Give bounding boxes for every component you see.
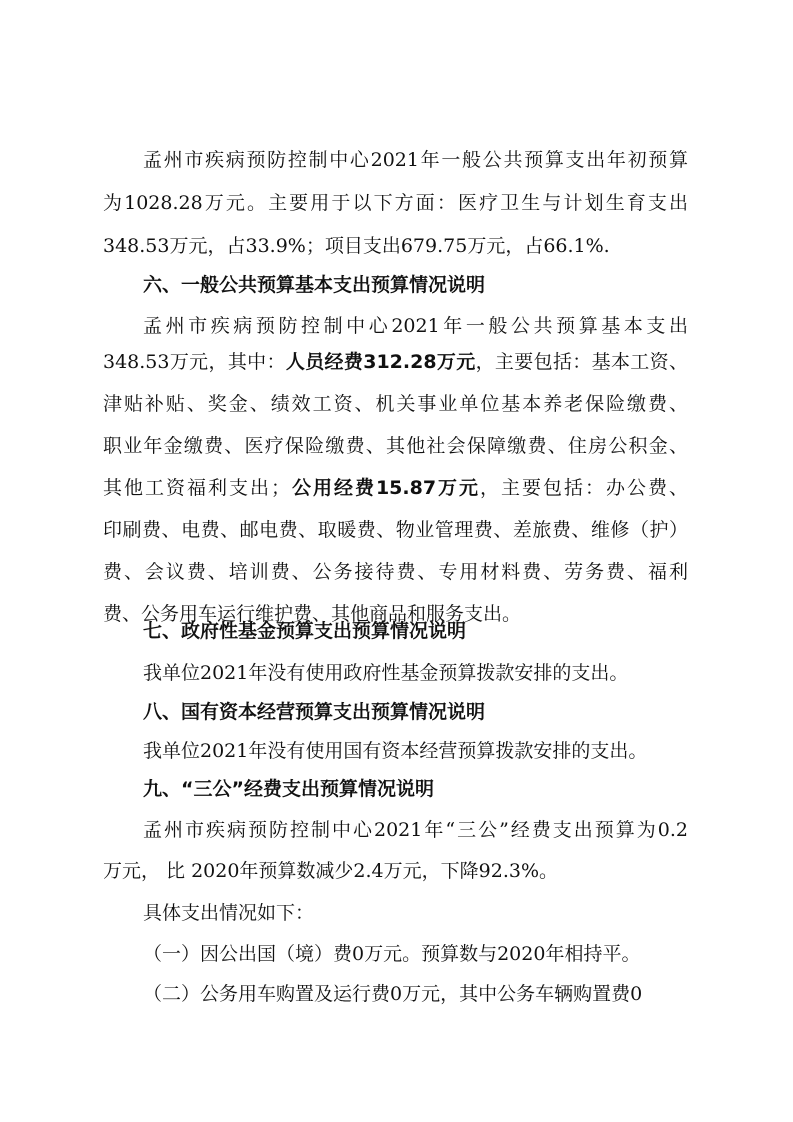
paragraph-three-public-line1: 孟州市疾病预防控制中心2021年“三公”经费支出预算为0.2 xyxy=(143,819,688,841)
section-heading-9: 九、“三公”经费支出预算情况说明 xyxy=(143,778,434,800)
personnel-cost-highlight: 人员经费312.28万元 xyxy=(285,351,476,373)
paragraph-three-public-line2: 万元， 比 2020年预算数减少2.4万元，下降92.3%。 xyxy=(103,860,559,882)
text-segment: 348.53万元，其中： xyxy=(103,351,286,373)
paragraph-budget-total-line3: 348.53万元，占33.9%；项目支出679.75万元，占66.1%. xyxy=(103,235,610,257)
paragraph-basic-expenditure-line7: 费、会议费、培训费、公务接待费、专用材料费、劳务费、福利 xyxy=(103,561,688,583)
paragraph-basic-expenditure-line6: 印刷费、电费、邮电费、取暖费、物业管理费、差旅费、维修（护） xyxy=(103,519,688,541)
paragraph-vehicle-cost: （二）公务用车购置及运行费0万元，其中公务车辆购置费0 xyxy=(143,983,643,1005)
paragraph-budget-total-line1: 孟州市疾病预防控制中心2021年一般公共预算支出年初预算 xyxy=(143,149,688,171)
text-segment: 其他工资福利支出； xyxy=(103,477,290,499)
paragraph-basic-expenditure-line1: 孟州市疾病预防控制中心2021年一般公共预算基本支出 xyxy=(143,315,688,337)
paragraph-basic-expenditure-line3: 津贴补贴、奖金、绩效工资、机关事业单位基本养老保险缴费、 xyxy=(103,393,688,415)
section-heading-7: 七、政府性基金预算支出预算情况说明 xyxy=(143,620,467,642)
text-segment: ，主要包括：办公费、 xyxy=(480,477,688,499)
paragraph-basic-expenditure-line4: 职业年金缴费、医疗保险缴费、其他社会保障缴费、住房公积金、 xyxy=(103,435,688,457)
paragraph-basic-expenditure-line2 xyxy=(103,345,688,379)
paragraph-details-intro: 具体支出情况如下： xyxy=(143,902,315,924)
text-segment: ，主要包括：基本工资、 xyxy=(475,351,688,373)
paragraph-overseas-travel: （一）因公出国（境）费0万元。预算数与2020年相持平。 xyxy=(143,943,641,965)
paragraph-budget-total-line2: 为1028.28万元。主要用于以下方面：医疗卫生与计划生育支出 xyxy=(103,192,688,214)
public-cost-highlight: 公用经费15.87万元 xyxy=(289,477,481,499)
section-heading-6: 六、一般公共预算基本支出预算情况说明 xyxy=(143,274,486,296)
paragraph-state-capital: 我单位2021年没有使用国有资本经营预算拨款安排的支出。 xyxy=(143,740,648,762)
paragraph-government-fund: 我单位2021年没有使用政府性基金预算拨款安排的支出。 xyxy=(143,662,629,684)
paragraph-basic-expenditure-line8: 费、公务用车运行维护费、其他商品和服务支出。 xyxy=(103,603,522,625)
paragraph-basic-expenditure-line5 xyxy=(103,471,688,505)
section-heading-8: 八、国有资本经营预算支出预算情况说明 xyxy=(143,701,486,723)
